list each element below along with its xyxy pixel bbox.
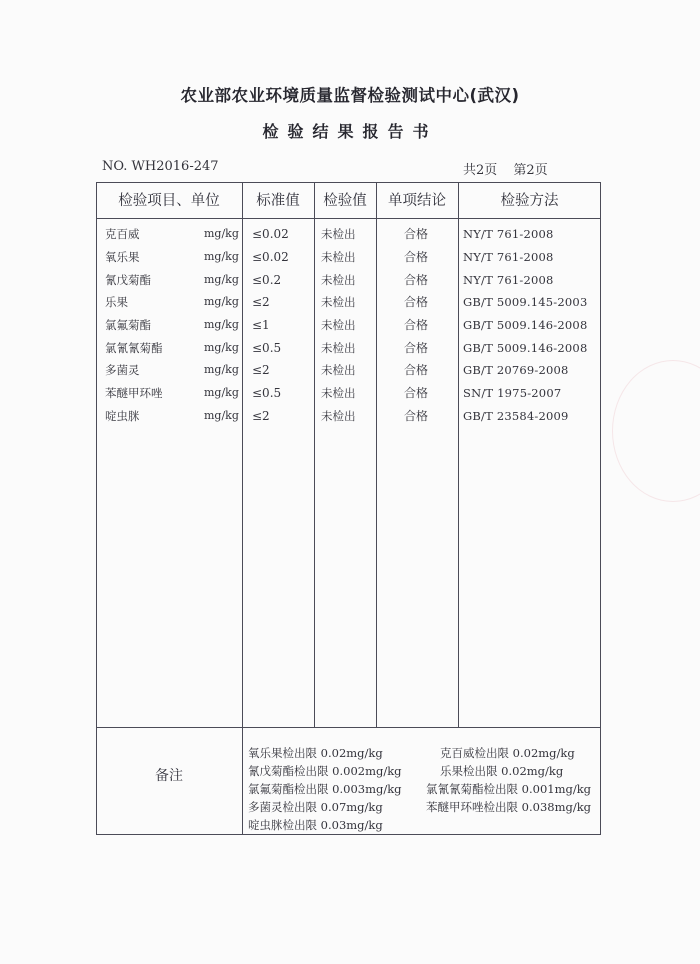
row-item: 乐果 bbox=[105, 295, 128, 309]
row-unit: mg/kg bbox=[204, 227, 239, 240]
row-conclusion: 合格 bbox=[404, 295, 429, 309]
report-org-title: 农业部农业环境质量监督检验测试中心(武汉) bbox=[180, 86, 520, 105]
row-method: NY/T 761-2008 bbox=[463, 227, 554, 241]
remark-item: 氰戊菊酯检出限 0.002mg/kg bbox=[248, 764, 402, 778]
row-standard: ≤0.5 bbox=[252, 386, 282, 400]
faint-stamp-mark bbox=[612, 360, 700, 502]
remark-item: 乐果检出限 0.02mg/kg bbox=[440, 764, 564, 778]
row-item: 氧乐果 bbox=[105, 250, 140, 264]
row-standard: ≤0.2 bbox=[252, 273, 282, 287]
row-method: SN/T 1975-2007 bbox=[463, 386, 562, 400]
total-pages: 共2页 bbox=[463, 163, 498, 178]
remark-item: 氧乐果检出限 0.02mg/kg bbox=[248, 746, 383, 760]
col-header-method: 检验方法 bbox=[500, 193, 559, 209]
remark-item: 氯氟菊酯检出限 0.003mg/kg bbox=[248, 782, 402, 796]
table-row bbox=[96, 314, 601, 336]
col-header-conclusion: 单项结论 bbox=[388, 193, 446, 209]
row-conclusion: 合格 bbox=[404, 341, 429, 355]
table-row bbox=[96, 269, 601, 291]
row-value: 未检出 bbox=[321, 318, 356, 332]
row-item: 氯氟菊酯 bbox=[105, 318, 151, 332]
row-item: 氰戊菊酯 bbox=[105, 273, 151, 287]
row-conclusion: 合格 bbox=[404, 386, 429, 400]
row-item: 克百威 bbox=[105, 227, 140, 241]
report-subtitle: 检验结果报告书 bbox=[262, 122, 438, 141]
table-row bbox=[96, 382, 601, 404]
page-indicator bbox=[463, 159, 548, 178]
row-item: 氯氰氰菊酯 bbox=[105, 341, 163, 355]
remarks-label: 备注 bbox=[155, 768, 183, 784]
row-conclusion: 合格 bbox=[404, 363, 429, 377]
row-item: 苯醚甲环唑 bbox=[105, 386, 163, 400]
row-standard: ≤0.5 bbox=[252, 341, 282, 355]
row-method: GB/T 5009.146-2008 bbox=[463, 341, 588, 355]
row-conclusion: 合格 bbox=[404, 250, 429, 264]
col-header-standard: 标准值 bbox=[256, 193, 300, 209]
row-unit: mg/kg bbox=[204, 409, 239, 422]
table-row bbox=[96, 359, 601, 381]
row-conclusion: 合格 bbox=[404, 318, 429, 332]
row-item: 啶虫脒 bbox=[105, 409, 140, 423]
header-divider bbox=[96, 218, 601, 219]
row-standard: ≤0.02 bbox=[252, 250, 289, 264]
table-row bbox=[96, 246, 601, 268]
row-unit: mg/kg bbox=[204, 363, 239, 376]
col-header-value: 检验值 bbox=[323, 193, 367, 209]
row-standard: ≤2 bbox=[252, 363, 270, 377]
row-value: 未检出 bbox=[321, 363, 356, 377]
row-unit: mg/kg bbox=[204, 295, 239, 308]
row-value: 未检出 bbox=[321, 409, 356, 423]
row-standard: ≤0.02 bbox=[252, 227, 289, 241]
remark-item: 苯醚甲环唑检出限 0.038mg/kg bbox=[426, 800, 592, 814]
row-value: 未检出 bbox=[321, 295, 356, 309]
row-value: 未检出 bbox=[321, 227, 356, 241]
current-page: 第2页 bbox=[513, 163, 548, 178]
row-value: 未检出 bbox=[321, 273, 356, 287]
row-method: NY/T 761-2008 bbox=[463, 250, 554, 264]
col-header-item: 检验项目、单位 bbox=[118, 193, 220, 209]
table-row bbox=[96, 223, 601, 245]
remark-item: 多菌灵检出限 0.07mg/kg bbox=[248, 800, 383, 814]
row-unit: mg/kg bbox=[204, 341, 239, 354]
row-method: GB/T 20769-2008 bbox=[463, 363, 569, 377]
row-method: GB/T 23584-2009 bbox=[463, 409, 569, 423]
remark-item: 克百威检出限 0.02mg/kg bbox=[440, 746, 575, 760]
row-standard: ≤1 bbox=[252, 318, 270, 332]
row-conclusion: 合格 bbox=[404, 409, 429, 423]
row-standard: ≤2 bbox=[252, 409, 270, 423]
row-standard: ≤2 bbox=[252, 295, 270, 309]
report-number: NO. WH2016-247 bbox=[102, 159, 219, 174]
row-value: 未检出 bbox=[321, 250, 356, 264]
row-unit: mg/kg bbox=[204, 250, 239, 263]
row-value: 未检出 bbox=[321, 341, 356, 355]
row-method: NY/T 761-2008 bbox=[463, 273, 554, 287]
remarks-col-divider bbox=[242, 727, 243, 835]
remark-item: 啶虫脒检出限 0.03mg/kg bbox=[248, 818, 383, 832]
row-value: 未检出 bbox=[321, 386, 356, 400]
row-unit: mg/kg bbox=[204, 273, 239, 286]
row-conclusion: 合格 bbox=[404, 227, 429, 241]
table-row bbox=[96, 405, 601, 427]
row-item: 多菌灵 bbox=[105, 363, 140, 377]
row-conclusion: 合格 bbox=[404, 273, 429, 287]
row-method: GB/T 5009.146-2008 bbox=[463, 318, 588, 332]
remarks-divider bbox=[96, 727, 601, 728]
table-row bbox=[96, 291, 601, 313]
row-unit: mg/kg bbox=[204, 386, 239, 399]
table-row bbox=[96, 337, 601, 359]
row-unit: mg/kg bbox=[204, 318, 239, 331]
remark-item: 氯氰氰菊酯检出限 0.001mg/kg bbox=[426, 782, 592, 796]
row-method: GB/T 5009.145-2003 bbox=[463, 295, 588, 309]
